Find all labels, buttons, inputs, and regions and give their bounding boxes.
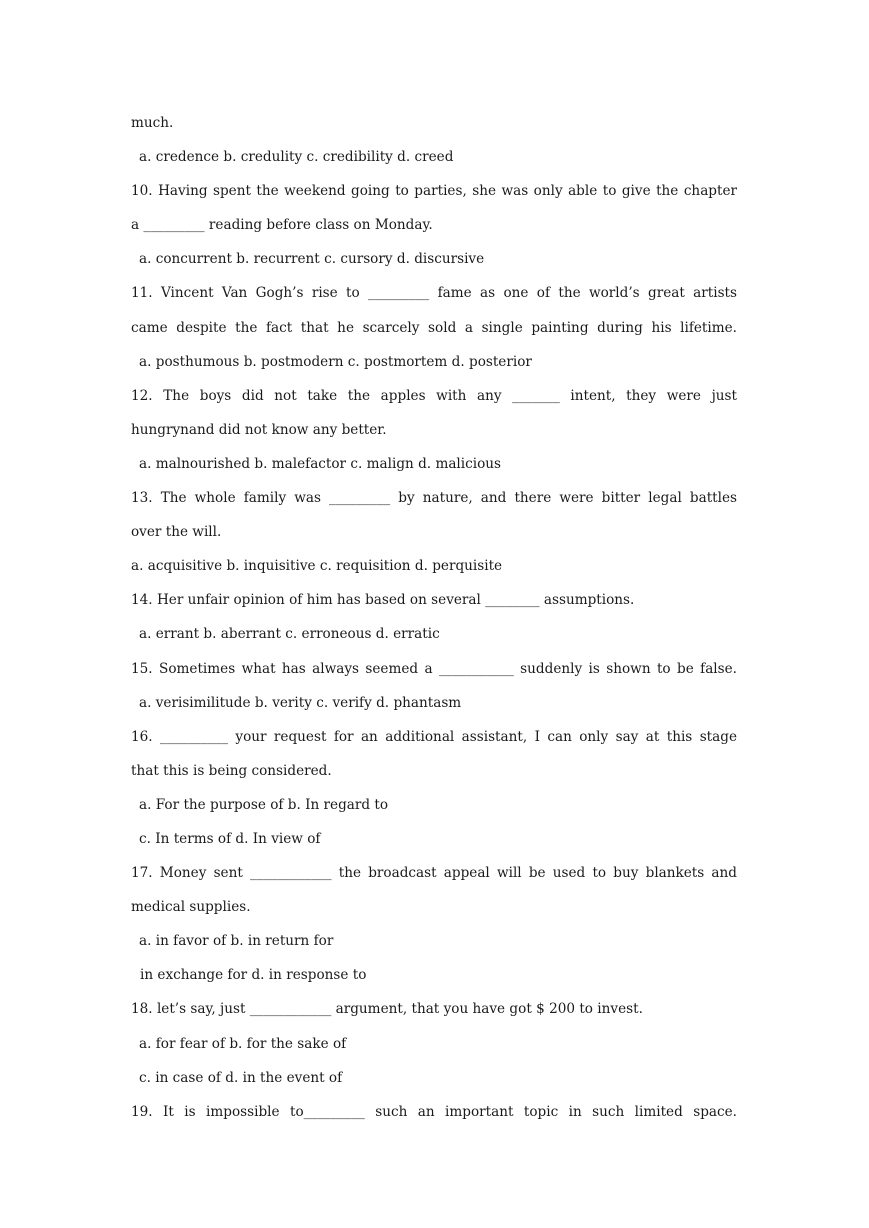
options-line-q18a: a. for fear of b. for the sake of [139, 1035, 347, 1052]
question-10: 10. Having spent the weekend going to parties, she was only able to give the chapter [131, 183, 737, 200]
options-line-q17a: a. in favor of b. in return for [139, 933, 334, 950]
text-line: a _________ reading before class on Monday. [131, 217, 433, 234]
options-line-q11: a. posthumous b. postmodern c. postmortem d. posterior [139, 353, 532, 370]
question-12: 12. The boys did not take the apples with any _______ intent, they were just [131, 387, 737, 404]
options-line-q10: a. concurrent b. recurrent c. cursory d. discursive [139, 251, 485, 268]
options-line-q17b: in exchange for d. in response to [140, 967, 367, 984]
question-18: 18. let’s say, just ____________ argument, that you have got $ 200 to invest. [131, 1001, 643, 1018]
text-line: that this is being considered. [131, 762, 332, 779]
question-15: 15. Sometimes what has always seemed a ___________ suddenly is shown to be false. [131, 660, 737, 677]
options-line-q9: a. credence b. credulity c. credibility d. creed [139, 149, 454, 166]
text-line: came despite the fact that he scarcely sold a single painting during his lifetime. [131, 319, 737, 336]
options-line-q16b: c. In terms of d. In view of [139, 830, 321, 847]
options-line-q16a: a. For the purpose of b. In regard to [139, 796, 389, 813]
question-17: 17. Money sent ____________ the broadcast appeal will be used to buy blankets and [131, 865, 737, 882]
options-line-q18b: c. in case of d. in the event of [139, 1069, 343, 1086]
options-line-q12: a. malnourished b. malefactor c. malign d. malicious [139, 455, 502, 472]
options-line-q13: a. acquisitive b. inquisitive c. requisition d. perquisite [131, 558, 503, 575]
text-line: hungrynand did not know any better. [131, 421, 387, 438]
question-11: 11. Vincent Van Gogh’s rise to _________ fame as one of the world’s great artists [131, 285, 737, 302]
options-line-q14: a. errant b. aberrant c. erroneous d. erratic [139, 626, 440, 643]
question-16: 16. __________ your request for an additional assistant, I can only say at this stage [131, 728, 737, 745]
text-line: medical supplies. [131, 899, 251, 916]
text-line: much. [131, 115, 174, 131]
question-13: 13. The whole family was _________ by nature, and there were bitter legal battles [131, 490, 737, 507]
question-text-block [131, 106, 737, 1129]
options-line-q15: a. verisimilitude b. verity c. verify d. phantasm [139, 694, 462, 711]
text-line: over the will. [131, 524, 222, 541]
question-14: 14. Her unfair opinion of him has based on several ________ assumptions. [131, 592, 635, 609]
question-19: 19. It is impossible to_________ such an important topic in such limited space. [131, 1103, 737, 1120]
